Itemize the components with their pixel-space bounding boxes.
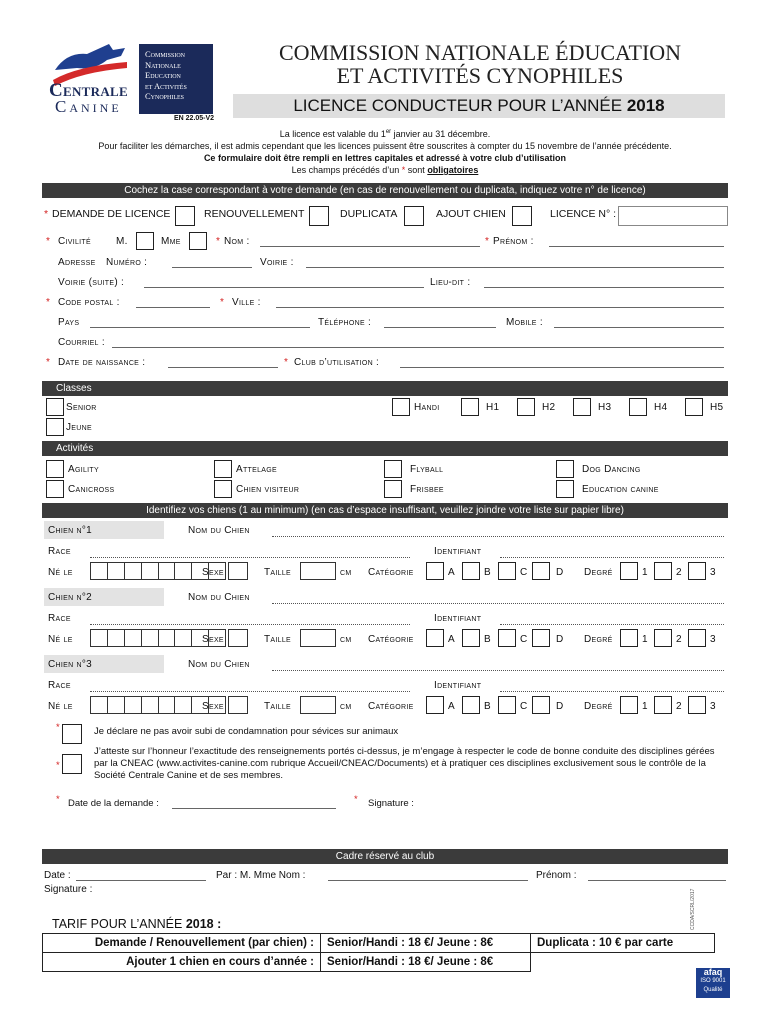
org-line: et Activités xyxy=(145,80,187,91)
tarif-label: Ajouter 1 chien en cours d’année : xyxy=(43,953,321,972)
dog-cat-a-label: A xyxy=(448,567,455,578)
org-line: Commission xyxy=(145,49,186,59)
dog-cm-label: cm xyxy=(340,634,352,645)
dog-deg1-checkbox[interactable] xyxy=(620,562,638,580)
licno-field[interactable] xyxy=(618,206,728,226)
dog-ident-label: Identifiant xyxy=(434,546,482,557)
dog-cat-d-label: D xyxy=(556,634,564,645)
dog-name-label: Nom du Chien xyxy=(188,659,250,670)
dog-block-1 xyxy=(44,521,734,583)
dog-cat-label: Catégorie xyxy=(368,701,414,712)
declaration-2-text: J’atteste sur l’honneur l’exactitude des renseignements portés ci-dessus, je m’engage à respecter le code de bonne conduite des disciplines gérées par la CNEAC (www.activites-canine.com rubrique Accueil/CNEAC/Documents) et à pratiquer ces disciplines exclusivement sous le contrôle de la Société Centrale Canine et de ses membres. xyxy=(94,746,715,781)
tarif-table xyxy=(42,933,715,972)
required-star: * xyxy=(401,165,406,175)
handi-label: Handi xyxy=(414,402,440,413)
naiss-field[interactable] xyxy=(168,367,278,368)
badge-text: afaq xyxy=(703,967,723,977)
jeune-checkbox[interactable] xyxy=(46,418,64,436)
afaq-badge xyxy=(696,968,730,998)
dog-cat-d-checkbox[interactable] xyxy=(532,696,550,714)
dog-deg1-label: 1 xyxy=(642,634,648,645)
commission-block xyxy=(139,44,213,114)
dog-deg2-label: 2 xyxy=(676,701,682,712)
ville-field[interactable] xyxy=(276,307,724,308)
tarif-row xyxy=(43,934,715,953)
dog-deg2-label: 2 xyxy=(676,567,682,578)
dog-cat-b-label: B xyxy=(484,567,491,578)
dog-deg3-checkbox[interactable] xyxy=(688,629,706,647)
intro-line-2: Pour faciliter les démarches, il est admis cependant que les licences puissent être souscrites à compter du 15 novembre de l’année précédente. xyxy=(98,141,672,151)
dog-degree-label: Degré xyxy=(584,701,613,712)
canicross-checkbox[interactable] xyxy=(46,480,64,498)
canicross-label: Canicross xyxy=(68,484,115,495)
required-star: * xyxy=(46,357,51,368)
required-star: * xyxy=(56,722,60,733)
dog-cat-c-checkbox[interactable] xyxy=(498,629,516,647)
declarations xyxy=(44,720,734,816)
dog-name-field[interactable] xyxy=(272,670,724,671)
club-date-label: Date : xyxy=(44,870,71,881)
request-row xyxy=(44,206,734,228)
dogs-bar xyxy=(42,503,728,518)
tel-label: Téléphone : xyxy=(318,317,372,328)
activites-bar xyxy=(42,441,728,456)
education-label: Education canine xyxy=(582,484,659,495)
dog-deg3-checkbox[interactable] xyxy=(688,562,706,580)
dog-cat-a-checkbox[interactable] xyxy=(426,562,444,580)
dup-label: DUPLICATA xyxy=(340,208,398,220)
intro-sup: er xyxy=(385,129,392,135)
chienvisiteur-label: Chien visiteur xyxy=(236,484,300,495)
badge-text: Qualité xyxy=(703,987,723,993)
tarif-year: 2018 : xyxy=(185,917,222,931)
h4-label: H4 xyxy=(654,402,668,413)
dog-cat-b-checkbox[interactable] xyxy=(462,629,480,647)
subtitle: LICENCE CONDUCTEUR POUR L’ANNÉE xyxy=(293,96,623,115)
dog-cat-b-checkbox[interactable] xyxy=(462,562,480,580)
request-bar xyxy=(42,183,728,198)
h3-label: H3 xyxy=(598,402,612,413)
intro-text: Les champs précédés d’un xyxy=(291,165,400,175)
dog-deg3-label: 3 xyxy=(710,634,716,645)
dog-race-label: Race xyxy=(48,546,71,557)
dogdancing-checkbox[interactable] xyxy=(556,460,574,478)
dog-deg1-checkbox[interactable] xyxy=(620,629,638,647)
club-date-field[interactable] xyxy=(76,880,206,881)
date-demande-field[interactable] xyxy=(172,808,336,809)
dog-ident-field[interactable] xyxy=(500,624,724,625)
dog-cat-a-label: A xyxy=(448,634,455,645)
dog-cat-a-checkbox[interactable] xyxy=(426,696,444,714)
voiesuite-field[interactable] xyxy=(144,287,424,288)
naiss-label: Date de naissance : xyxy=(58,357,146,368)
tarif-empty xyxy=(531,953,715,972)
demande-label: DEMANDE DE LICENCE xyxy=(52,208,171,220)
dog-degree-label: Degré xyxy=(584,567,613,578)
demande-checkbox[interactable] xyxy=(175,206,195,226)
attelage-checkbox[interactable] xyxy=(214,460,232,478)
club-bar-text: Cadre réservé au club xyxy=(335,851,435,862)
dog-title: Chien n°3 xyxy=(48,659,93,670)
dog-name-label: Nom du Chien xyxy=(188,592,250,603)
identity-block xyxy=(44,232,734,382)
jeune-label: Jeune xyxy=(66,422,92,433)
cp-field[interactable] xyxy=(136,307,210,308)
h1-label: H1 xyxy=(486,402,500,413)
club-label: Club d’utilisation : xyxy=(294,357,380,368)
dog-height-label: Taille xyxy=(264,567,291,578)
flyball-label: Flyball xyxy=(410,464,444,475)
subtitle-banner xyxy=(233,94,725,118)
dog-ident-field[interactable] xyxy=(500,691,724,692)
required-star: * xyxy=(284,357,289,368)
required-star: * xyxy=(46,236,51,247)
dog-ident-field[interactable] xyxy=(500,557,724,558)
dog-degree-label: Degré xyxy=(584,634,613,645)
ajout-checkbox[interactable] xyxy=(512,206,532,226)
handi-checkbox[interactable] xyxy=(392,398,410,416)
dog-cat-c-checkbox[interactable] xyxy=(498,696,516,714)
dog-name-field[interactable] xyxy=(272,603,724,604)
dog-cat-c-checkbox[interactable] xyxy=(498,562,516,580)
dogs-bar-text: Identifiez vos chiens (1 au minimum) (en cas d’espace insuffisant, veuillez joindre votre liste sur papier libre) xyxy=(146,505,624,516)
required-star: * xyxy=(46,297,51,308)
club-block xyxy=(44,868,734,898)
tarif-value: Senior/Handi : 18 €/ Jeune : 8€ xyxy=(321,953,531,972)
intro-line-3: Ce formulaire doit être rempli en lettres capitales et adressé à votre club d’utilisation xyxy=(203,153,567,163)
dog-race-field[interactable] xyxy=(90,691,410,692)
dog-cat-label: Catégorie xyxy=(368,634,414,645)
dog-sex-field[interactable] xyxy=(228,562,248,580)
dog-race-label: Race xyxy=(48,613,71,624)
voiesuite-label: Voirie (suite) : xyxy=(58,277,125,288)
nom-label: Nom : xyxy=(224,236,250,247)
dog-cat-c-label: C xyxy=(520,701,528,712)
org-line: Nationale xyxy=(145,59,181,70)
club-name-field[interactable] xyxy=(328,880,528,881)
tarif-value: Senior/Handi : 18 €/ Jeune : 8€ xyxy=(321,934,531,953)
numero-label: Numéro : xyxy=(106,257,148,268)
education-checkbox[interactable] xyxy=(556,480,574,498)
agility-label: Agility xyxy=(68,464,99,475)
voie-field[interactable] xyxy=(306,267,724,268)
dog-deg2-checkbox[interactable] xyxy=(654,629,672,647)
signature-label: Signature : xyxy=(368,798,414,809)
ville-label: Ville : xyxy=(232,297,261,308)
dog-sex-label: Sexe xyxy=(202,634,224,645)
mobile-label: Mobile : xyxy=(506,317,543,328)
dogdancing-label: Dog Dancing xyxy=(582,464,641,475)
dog-deg3-label: 3 xyxy=(710,701,716,712)
dog-race-field[interactable] xyxy=(90,557,410,558)
tel-field[interactable] xyxy=(384,327,496,328)
dog-birth-label: Né le xyxy=(48,701,73,712)
dog-cat-a-checkbox[interactable] xyxy=(426,629,444,647)
dog-cat-d-checkbox[interactable] xyxy=(532,562,550,580)
h5-label: H5 xyxy=(710,402,724,413)
h2-label: H2 xyxy=(542,402,556,413)
required-star: * xyxy=(485,236,490,247)
mobile-field[interactable] xyxy=(554,327,724,328)
nom-field[interactable] xyxy=(260,246,480,247)
dog-height-label: Taille xyxy=(264,701,291,712)
dog-block-3 xyxy=(44,655,734,717)
senior-checkbox[interactable] xyxy=(46,398,64,416)
tarif-title-text: TARIF POUR L’ANNÉE xyxy=(52,917,186,931)
mme-checkbox[interactable] xyxy=(189,232,207,250)
required-star: * xyxy=(220,297,225,308)
dog-height-field[interactable] xyxy=(300,562,336,580)
logo xyxy=(47,40,133,120)
classes-bar-text: Classes xyxy=(56,383,92,394)
dog-race-label: Race xyxy=(48,680,71,691)
badge-text: ISO 9001 xyxy=(700,978,726,984)
classes-bar xyxy=(42,381,728,396)
intro-line-4 xyxy=(40,164,730,176)
dog-name-field[interactable] xyxy=(272,536,724,537)
dog-deg1-checkbox[interactable] xyxy=(620,696,638,714)
senior-label: Senior xyxy=(66,402,97,413)
brand-line2: Canine xyxy=(55,97,122,116)
dog-title: Chien n°1 xyxy=(48,525,93,536)
chienvisiteur-checkbox[interactable] xyxy=(214,480,232,498)
dog-deg1-label: 1 xyxy=(642,701,648,712)
dog-cat-d-label: D xyxy=(556,567,564,578)
tarif-row xyxy=(43,953,715,972)
courriel-label: Courriel : xyxy=(58,337,105,348)
required-star: * xyxy=(354,794,358,805)
h4-checkbox[interactable] xyxy=(629,398,647,416)
dog-sex-label: Sexe xyxy=(202,567,224,578)
tarif-title xyxy=(52,917,221,931)
classes-block xyxy=(44,398,734,438)
dog-deg1-label: 1 xyxy=(642,567,648,578)
intro-text: sont xyxy=(407,165,425,175)
intro xyxy=(40,126,730,176)
tarif-duplicata: Duplicata : 10 € par carte xyxy=(531,934,715,953)
renouv-label: RENOUVELLEMENT xyxy=(204,208,305,220)
voie-label: Voirie : xyxy=(260,257,294,268)
m-checkbox[interactable] xyxy=(136,232,154,250)
dog-cat-a-label: A xyxy=(448,701,455,712)
licno-label: LICENCE N° : xyxy=(550,208,617,220)
lieudit-field[interactable] xyxy=(484,287,724,288)
activites-block xyxy=(44,460,734,500)
brand-line1: Centrale xyxy=(49,80,128,101)
dup-checkbox[interactable] xyxy=(404,206,424,226)
org-line: Cynophiles xyxy=(145,91,185,101)
dog-height-field[interactable] xyxy=(300,696,336,714)
dog-height-field[interactable] xyxy=(300,629,336,647)
dog-race-field[interactable] xyxy=(90,624,410,625)
intro-line-1 xyxy=(40,126,730,140)
attelage-label: Attelage xyxy=(236,464,277,475)
agility-checkbox[interactable] xyxy=(46,460,64,478)
flyball-checkbox[interactable] xyxy=(384,460,402,478)
dog-cat-d-label: D xyxy=(556,701,564,712)
required-star: * xyxy=(216,236,221,247)
subtitle-year: 2018 xyxy=(626,96,665,115)
dog-cat-c-label: C xyxy=(520,567,528,578)
intro-mandatory: obligatoires xyxy=(427,165,479,175)
mme-label: Mme xyxy=(161,236,181,247)
ajout-label: AJOUT CHIEN xyxy=(436,208,506,220)
pays-label: Pays xyxy=(58,317,80,328)
numero-field[interactable] xyxy=(172,267,252,268)
dog-cat-b-checkbox[interactable] xyxy=(462,696,480,714)
club-bar xyxy=(42,849,728,864)
pays-field[interactable] xyxy=(90,327,310,328)
frisbee-checkbox[interactable] xyxy=(384,480,402,498)
cp-label: Code postal : xyxy=(58,297,120,308)
required-star: * xyxy=(56,760,60,771)
dog-cat-b-label: B xyxy=(484,701,491,712)
dog-cat-label: Catégorie xyxy=(368,567,414,578)
prenom-field[interactable] xyxy=(549,246,724,247)
civilite-label: Civilité xyxy=(58,236,91,247)
dog-deg3-label: 3 xyxy=(710,567,716,578)
courriel-field[interactable] xyxy=(112,347,724,348)
frisbee-label: Frisbee xyxy=(410,484,444,495)
club-signature-label: Signature : xyxy=(44,884,93,895)
m-label: M. xyxy=(116,236,128,247)
dog-ident-label: Identifiant xyxy=(434,680,482,691)
dog-birth-label: Né le xyxy=(48,567,73,578)
intro-text: janvier au 31 décembre. xyxy=(391,129,491,139)
required-star: * xyxy=(56,794,60,805)
dog-deg2-checkbox[interactable] xyxy=(654,562,672,580)
date-demande-label: Date de la demande : xyxy=(68,798,159,809)
doc-ref: EN 22.05-V2 xyxy=(174,115,215,122)
dog-block-2 xyxy=(44,588,734,650)
main-title-1: COMMISSION NATIONALE ÉDUCATION xyxy=(278,40,682,65)
lieudit-label: Lieu-dit : xyxy=(430,277,471,288)
h3-checkbox[interactable] xyxy=(573,398,591,416)
club-field[interactable] xyxy=(400,367,724,368)
h2-checkbox[interactable] xyxy=(517,398,535,416)
dog-cm-label: cm xyxy=(340,567,352,578)
request-bar-text: Cochez la case correspondant à votre demande (en cas de renouvellement ou duplicata, indiquez votre n° de licence) xyxy=(124,185,646,196)
club-par-label: Par : M. Mme Nom : xyxy=(216,870,306,881)
h5-checkbox[interactable] xyxy=(685,398,703,416)
dog-title: Chien n°2 xyxy=(48,592,93,603)
dog-cm-label: cm xyxy=(340,701,352,712)
dog-sex-label: Sexe xyxy=(202,701,224,712)
dog-deg2-checkbox[interactable] xyxy=(654,696,672,714)
renouv-checkbox[interactable] xyxy=(309,206,329,226)
activites-bar-text: Activités xyxy=(56,443,94,454)
declaration-1-text: Je déclare ne pas avoir subi de condamnation pour sévices sur animaux xyxy=(94,726,399,737)
intro-text: La licence est valable du 1 xyxy=(279,129,386,139)
declaration-2-checkbox[interactable] xyxy=(62,754,82,774)
dog-cat-d-checkbox[interactable] xyxy=(532,629,550,647)
dog-cat-c-label: C xyxy=(520,634,528,645)
h1-checkbox[interactable] xyxy=(461,398,479,416)
main-title-2: ET ACTIVITÉS CYNOPHILES xyxy=(336,63,624,88)
required-star: * xyxy=(44,208,49,220)
org-line: Education xyxy=(145,70,181,80)
club-prenom-label: Prénom : xyxy=(536,870,577,881)
prenom-label: Prénom : xyxy=(493,236,534,247)
dog-ident-label: Identifiant xyxy=(434,613,482,624)
dog-sex-field[interactable] xyxy=(228,629,248,647)
adresse-label: Adresse xyxy=(58,257,96,268)
dog-birth-label: Né le xyxy=(48,634,73,645)
dog-height-label: Taille xyxy=(264,634,291,645)
tarif-label: Demande / Renouvellement (par chien) : xyxy=(43,934,321,953)
dog-name-label: Nom du Chien xyxy=(188,525,250,536)
declaration-1-checkbox[interactable] xyxy=(62,724,82,744)
side-ref: CCDA/SCRL/2017 xyxy=(690,888,696,930)
dog-deg3-checkbox[interactable] xyxy=(688,696,706,714)
dog-sex-field[interactable] xyxy=(228,696,248,714)
club-prenom-field[interactable] xyxy=(588,880,726,881)
dog-cat-b-label: B xyxy=(484,634,491,645)
dog-deg2-label: 2 xyxy=(676,634,682,645)
